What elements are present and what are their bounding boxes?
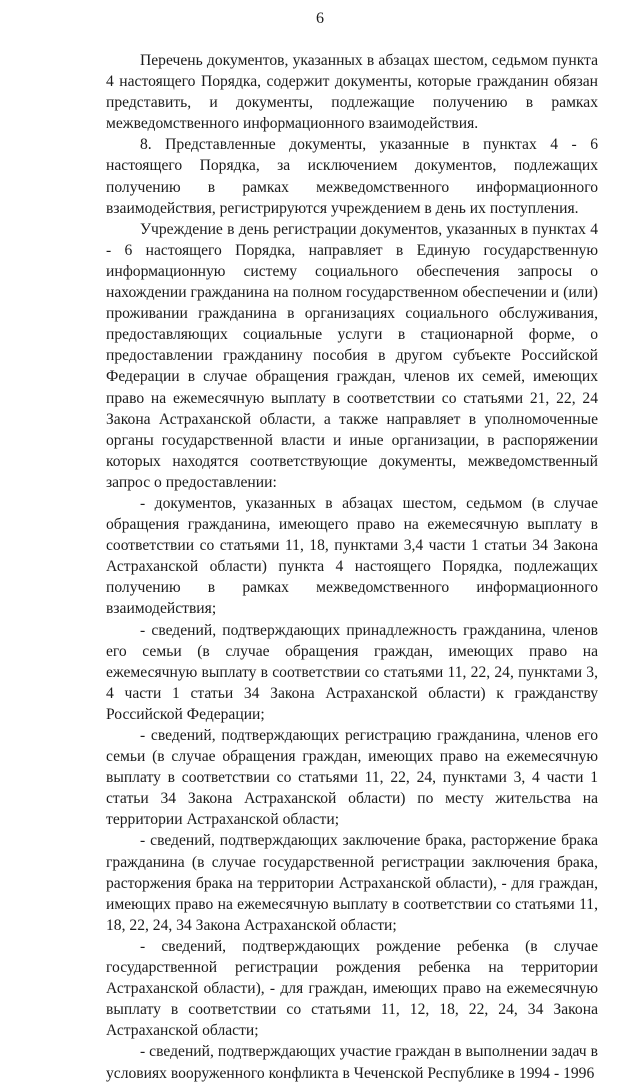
paragraph-institution-request: Учреждение в день регистрации документов, указанных в пунктах 4 - 6 настоящего Порядка, направляет в Единую государственную информационную систему социального обеспечения запросы о нахождении гражданина на полном государственном обеспечении и (или) проживании гражданина в организациях социального обслуживания, предоставляющих социальные услуги в стационарной форме, о предоставлении гражданину пособия в другом субъекте Российской Федерации в случае обращения граждан, членов их семей, имеющих право на ежемесячную выплату в соответствии со статьями 21, 22, 24 Закона Астраханской области, а также направляет в уполномоченные органы государственной власти и иные организации, в распоряжении которых находятся соответствующие документы, межведомственный запрос о предоставлении:: [106, 220, 598, 491]
paragraph-documents-list: Перечень документов, указанных в абзацах шестом, седьмом пункта 4 настоящего Порядка, содержит документы, которые гражданин обязан представить, и документы, подлежащие получению в рамках межведомственного информационного взаимодействия.: [106, 52, 598, 133]
list-item-documents: - документов, указанных в абзацах шестом, седьмом (в случае обращения гражданина, имеющего право на ежемесячную выплату в соответствии со статьями 11, 18, пунктами 3,4 части 1 статьи 34 Закона Астраханской области) пункта 4 настоящего Порядка, подлежащих получению в рамках межведомственного информационного взаимодействия;: [106, 494, 598, 618]
paragraph-item-8: 8. Представленные документы, указанные в пунктах 4 - 6 настоящего Порядка, за исключением документов, подлежащих получению в рамках межведомственного информационного взаимодействия, регистрируются учреждением в день их поступления.: [106, 136, 598, 217]
page-number: 6: [316, 10, 324, 27]
list-item-conflict-participation: - сведений, подтверждающих участие граждан в выполнении задач в условиях вооруженного конфликта в Чеченской Республике в 1994 - 1996: [106, 1043, 598, 1082]
list-item-registration: - сведений, подтверждающих регистрацию гражданина, членов его семьи (в случае обращения граждан, имеющих право на ежемесячную выплату в соответствии со статьями 11, 22, 24, пунктами 3, 4 части 1 статьи 34 Закона Астраханской области) по месту жительства на территории Астраханской области;: [106, 727, 598, 829]
list-item-citizenship: - сведений, подтверждающих принадлежность гражданина, членов его семьи (в случае обращения граждан, имеющих право на ежемесячную выплату в соответствии со статьями 11, 22, 24, пунктами 3, 4 части 1 статьи 34 Закона Астраханской области) к гражданству Российской Федерации;: [106, 621, 598, 723]
document-body: [106, 50, 598, 1084]
list-item-child-birth: - сведений, подтверждающих рождение ребенка (в случае государственной регистрации рождения ребенка на территории Астраханской области), - для граждан, имеющих право на ежемесячную выплату в соответствии со статьями 11, 12, 18, 22, 24, 34 Закона Астраханской области;: [106, 937, 598, 1040]
list-item-marriage: - сведений, подтверждающих заключение брака, расторжение брака гражданина (в случае государственной регистрации заключения брака, расторжения брака на территории Астраханской области), - для граждан, имеющих право на ежемесячную выплату в соответствии со статьями 11, 18, 22, 24, 34 Закона Астраханской области;: [106, 832, 598, 934]
